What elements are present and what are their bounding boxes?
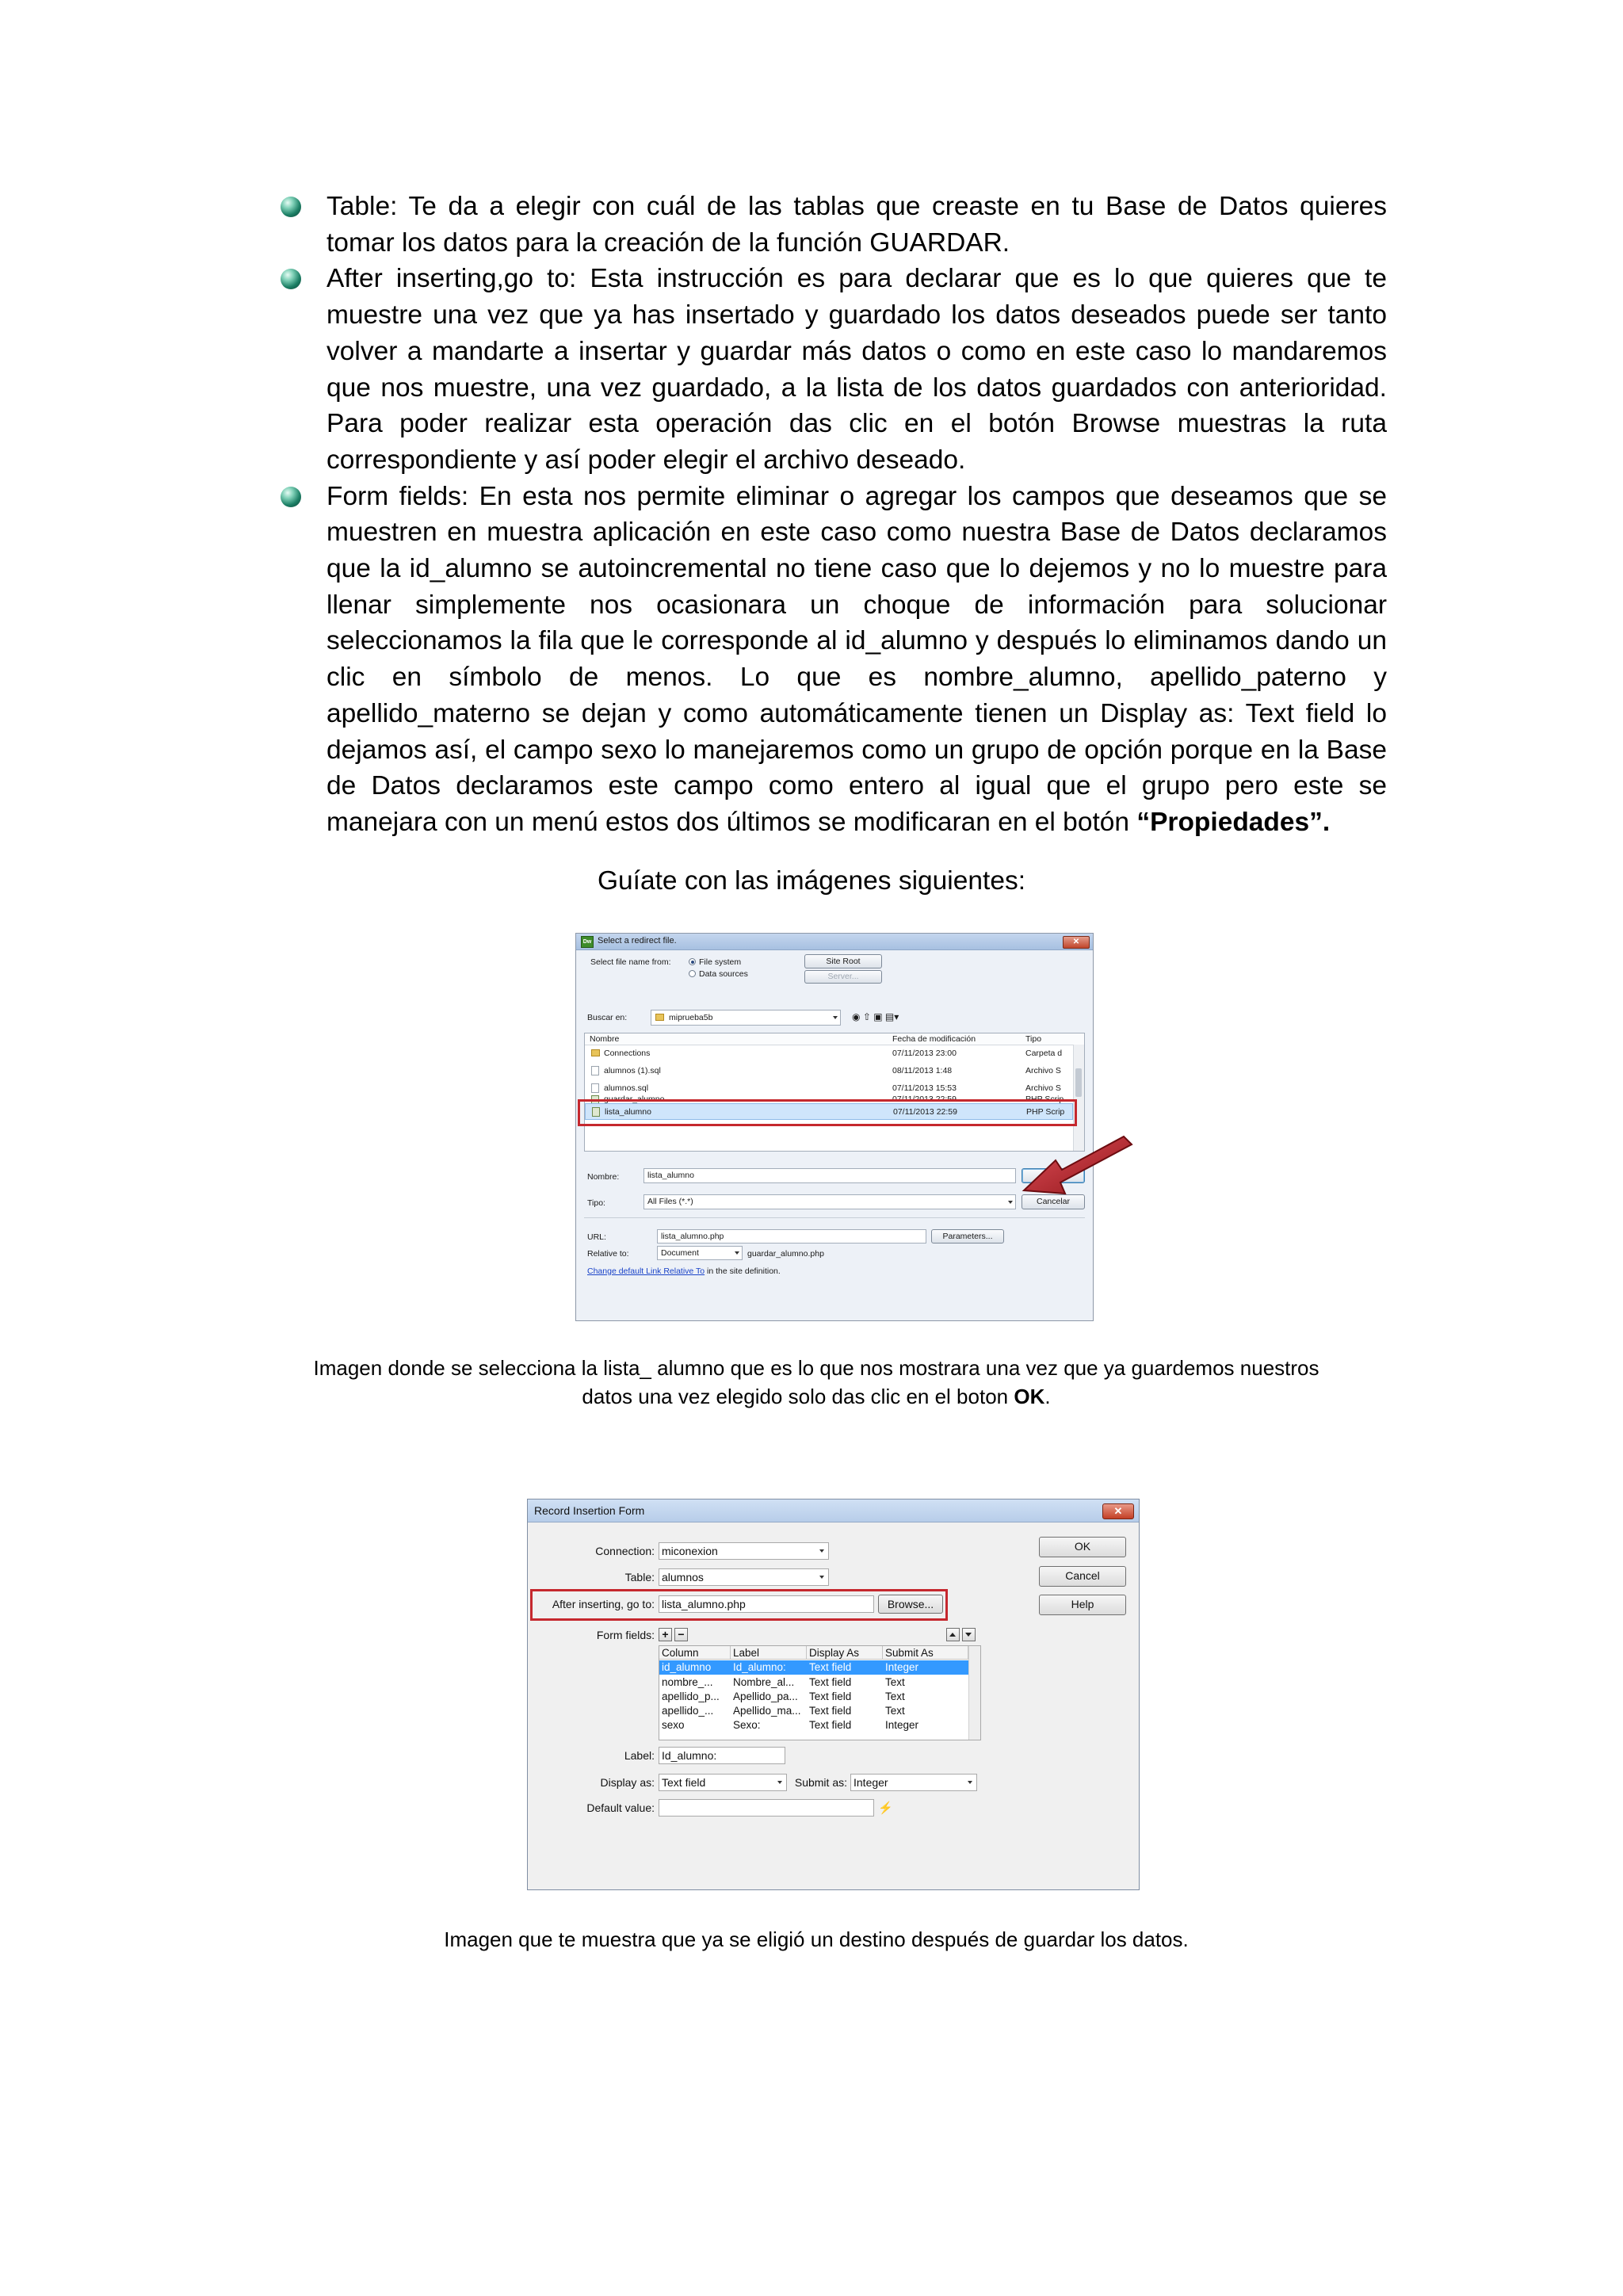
col-name-header[interactable]: Nombre xyxy=(590,1034,620,1044)
grid-cell: sexo xyxy=(662,1719,685,1731)
grid-cell: id_alumno xyxy=(662,1661,712,1673)
propiedades-emphasis: “Propiedades”. xyxy=(1136,807,1331,837)
file-date: 07/11/2013 15:53 xyxy=(892,1083,957,1093)
file-name: alumnos.sql xyxy=(604,1083,649,1093)
file-date: 07/11/2013 22:59 xyxy=(892,1095,957,1103)
table-value: alumnos xyxy=(662,1571,704,1584)
chevron-down-icon xyxy=(833,1016,838,1019)
file-type: Archivo S xyxy=(1025,1083,1061,1093)
radio-file-system-label: File system xyxy=(699,957,742,967)
help-button[interactable]: Help xyxy=(1039,1595,1126,1615)
form-fields-label: Form fields: xyxy=(596,1629,655,1641)
move-down-icon[interactable] xyxy=(962,1628,976,1641)
triangle-down-icon xyxy=(965,1633,972,1637)
radio-data-sources-label: Data sources xyxy=(699,969,748,979)
file-name: Connections xyxy=(604,1049,651,1058)
chevron-down-icon xyxy=(735,1251,739,1255)
grid-cell: Text field xyxy=(809,1676,852,1688)
bullet-table xyxy=(277,189,1387,261)
grid-row[interactable] xyxy=(659,1675,968,1690)
grid-cell: apellido_... xyxy=(662,1705,714,1717)
record-insertion-form-screenshot xyxy=(527,1499,1140,1890)
grid-cell: Apellido_ma... xyxy=(733,1705,801,1717)
connection-dropdown[interactable] xyxy=(659,1542,829,1560)
up-folder-icon[interactable]: ⇧ xyxy=(862,1011,871,1022)
grid-row[interactable] xyxy=(659,1718,968,1733)
site-root-button[interactable]: Site Root xyxy=(804,954,882,968)
grid-cell: Nombre_al... xyxy=(733,1676,795,1688)
default-value-label: Default value: xyxy=(586,1801,655,1814)
folder-icon xyxy=(655,1014,664,1021)
new-folder-icon[interactable]: ▣ xyxy=(873,1011,883,1022)
radio-file-system[interactable] xyxy=(689,958,696,965)
grid-row-selected[interactable] xyxy=(659,1660,968,1675)
chevron-down-icon xyxy=(819,1576,824,1579)
label-label: Label: xyxy=(624,1749,655,1762)
grid-cell: Text field xyxy=(809,1705,852,1717)
grid-cell: Text field xyxy=(809,1690,852,1702)
chevron-down-icon xyxy=(1008,1201,1013,1204)
chevron-down-icon xyxy=(777,1781,782,1784)
relative-to-dropdown[interactable] xyxy=(657,1246,743,1260)
caption-1 xyxy=(293,1354,1339,1411)
grid-cell: Text field xyxy=(809,1719,852,1731)
col-date-header[interactable]: Fecha de modificación xyxy=(892,1034,976,1044)
file-type: Carpeta d xyxy=(1025,1049,1063,1058)
file-list-header xyxy=(585,1033,1084,1045)
highlight-box xyxy=(578,1099,1077,1126)
look-in-label: Buscar en: xyxy=(587,1013,628,1022)
caption-2: Imagen que te muestra que ya se eligió un destino después de guardar los datos. xyxy=(444,1927,1189,1951)
grid-row[interactable] xyxy=(659,1690,968,1704)
bullet-after-inserting xyxy=(277,261,1387,478)
select-from-label: Select file name from: xyxy=(590,957,671,967)
form-fields-grid xyxy=(659,1645,981,1740)
grid-header-submit-as[interactable]: Submit As xyxy=(883,1646,968,1660)
grid-cell: Integer xyxy=(885,1719,919,1731)
close-icon[interactable]: ✕ xyxy=(1063,936,1090,949)
dialog-title: Select a redirect file. xyxy=(598,936,677,946)
connection-label: Connection: xyxy=(595,1545,655,1557)
browse-button[interactable]: Browse... xyxy=(878,1595,943,1614)
file-type: PHP Scrip xyxy=(1025,1095,1064,1103)
change-link-row xyxy=(587,1266,781,1276)
back-icon[interactable]: ◉ xyxy=(852,1011,861,1022)
connection-value: miconexion xyxy=(662,1545,718,1557)
submit-as-value: Integer xyxy=(854,1776,888,1789)
grid-header-display-as[interactable]: Display As xyxy=(807,1646,883,1660)
grid-header-column[interactable]: Column xyxy=(659,1646,731,1660)
grid-scrollbar[interactable] xyxy=(968,1646,980,1740)
grid-row[interactable] xyxy=(659,1704,968,1718)
scrollbar-thumb[interactable] xyxy=(1075,1068,1082,1097)
grid-cell: nombre_... xyxy=(662,1676,713,1688)
col-type-header[interactable]: Tipo xyxy=(1025,1034,1042,1044)
url-input[interactable]: lista_alumno.php xyxy=(657,1229,926,1244)
name-input[interactable]: lista_alumno xyxy=(643,1168,1016,1183)
move-up-icon[interactable] xyxy=(946,1628,960,1641)
file-type: PHP Scrip xyxy=(1026,1107,1065,1117)
bullet-form-fields xyxy=(277,479,1387,841)
name-label: Nombre: xyxy=(587,1172,620,1182)
red-arrow-icon xyxy=(1019,1133,1138,1205)
cancel-button[interactable]: Cancelar xyxy=(1022,1194,1085,1209)
look-in-dropdown[interactable] xyxy=(651,1010,841,1026)
bullet-icon xyxy=(281,197,301,217)
grid-cell: Sexo: xyxy=(733,1719,761,1731)
relative-to-label: Relative to: xyxy=(587,1249,629,1259)
label-input[interactable]: Id_alumno: xyxy=(659,1747,785,1764)
folder-icon xyxy=(591,1049,600,1056)
url-label: URL: xyxy=(587,1232,606,1242)
submit-as-dropdown[interactable] xyxy=(850,1774,977,1791)
default-value-input[interactable] xyxy=(659,1799,874,1817)
caption-1-text: Imagen donde se selecciona la lista_ alumno que es lo que nos mostrara una vez que ya guardemos nuestros datos una vez elegido solo das clic en el boton xyxy=(313,1356,1319,1408)
dreamweaver-icon: Dw xyxy=(581,936,594,948)
after-inserting-input[interactable]: lista_alumno.php xyxy=(659,1595,874,1613)
nav-toolbar-icons[interactable] xyxy=(852,1011,899,1022)
change-relative-link[interactable]: Change default Link Relative To xyxy=(587,1266,705,1276)
dialog-titlebar xyxy=(528,1499,1139,1522)
ok-button[interactable]: OK xyxy=(1039,1537,1126,1557)
file-type: Archivo S xyxy=(1025,1066,1061,1075)
bullet-list xyxy=(277,189,1387,841)
chevron-down-icon xyxy=(819,1549,824,1553)
view-menu-icon[interactable]: ▤▾ xyxy=(884,1011,899,1022)
bullet-icon xyxy=(281,269,301,289)
file-name: lista_alumno xyxy=(605,1107,651,1117)
grid-cell: Integer xyxy=(885,1661,919,1673)
bullet-icon xyxy=(281,487,301,507)
chevron-down-icon xyxy=(968,1781,972,1784)
dynamic-data-icon[interactable]: ⚡ xyxy=(878,1801,893,1815)
caption-1-end: . xyxy=(1044,1385,1051,1408)
file-name: alumnos (1).sql xyxy=(604,1066,661,1075)
file-date: 08/11/2013 1:48 xyxy=(892,1066,953,1075)
caption-1-ok: OK xyxy=(1014,1385,1045,1408)
table-label: Table: xyxy=(624,1571,655,1584)
dialog-titlebar xyxy=(576,934,1093,950)
relative-file: guardar_alumno.php xyxy=(747,1249,824,1259)
display-as-label: Display as: xyxy=(600,1776,655,1789)
grid-cell: Apellido_pa... xyxy=(733,1690,798,1702)
relative-to-value: Document xyxy=(661,1248,699,1258)
type-label: Tipo: xyxy=(587,1198,605,1208)
grid-cell: Text xyxy=(885,1676,905,1688)
radio-data-sources[interactable] xyxy=(689,970,696,977)
add-field-icon[interactable]: + xyxy=(659,1628,672,1641)
type-value: All Files (*.*) xyxy=(647,1197,693,1206)
grid-header-label[interactable]: Label xyxy=(731,1646,807,1660)
remove-field-icon[interactable]: − xyxy=(674,1628,688,1641)
server-button[interactable]: Server... xyxy=(804,970,882,984)
type-dropdown[interactable] xyxy=(643,1194,1016,1209)
grid-cell: Text field xyxy=(809,1661,852,1673)
file-icon xyxy=(591,1083,599,1093)
file-row[interactable] xyxy=(585,1063,1073,1079)
close-icon[interactable]: ✕ xyxy=(1102,1503,1134,1519)
display-as-dropdown[interactable] xyxy=(659,1774,787,1791)
cancel-button[interactable]: Cancel xyxy=(1039,1566,1126,1587)
file-name: guardar_alumno xyxy=(604,1095,665,1103)
redirect-file-dialog-screenshot xyxy=(575,933,1094,1321)
file-row[interactable] xyxy=(585,1045,1073,1062)
paragraph-form-fields: Form fields: En esta nos permite eliminar o agregar los campos que deseamos que se muestren en muestra aplicación en este caso como nuestra Base de Datos declaramos que la id_alumno se autoincremental no tiene caso que lo dejemos y no lo muestre para llenar simplemente nos ocasionara un choque de información para solucionar seleccionamos la fila que le corresponde al id_alumno y después lo eliminamos dando un clic en símbolo de menos. Lo que es nombre_alumno, apellido_paterno y apellido_materno se dejan y como automáticamente tienen un Display as: Text field lo dejamos así, el campo sexo lo manejaremos como un grupo de opción porque en la Base de Datos declaramos este campo como entero al igual que el grupo pero este se manejara con un menú estos dos últimos se modificaran en el botón xyxy=(327,481,1387,837)
grid-cell: Id_alumno: xyxy=(733,1661,786,1673)
submit-as-label: Submit as: xyxy=(794,1776,847,1789)
paragraph-after-inserting: After inserting,go to: Esta instrucción es para declarar que es lo que quieres que te muestre una vez que ya has insertado y guardado los datos deseados puede ser tanto volver a mandarte a insertar y guardar más datos o como en este caso lo mandaremos que nos muestre, una vez guardado, a la lista de los datos guardados con anterioridad. Para poder realizar esta operación das clic en el botón Browse muestras la ruta correspondiente y así poder elegir el archivo deseado. xyxy=(327,264,1387,475)
file-icon xyxy=(591,1066,599,1075)
after-inserting-label: After inserting, go to: xyxy=(552,1598,655,1610)
file-date: 07/11/2013 22:59 xyxy=(893,1107,957,1117)
dialog-title: Record Insertion Form xyxy=(534,1504,645,1517)
grid-cell: apellido_p... xyxy=(662,1690,720,1702)
divider xyxy=(584,1217,1085,1218)
grid-cell: Text xyxy=(885,1705,905,1717)
triangle-up-icon xyxy=(949,1633,956,1637)
parameters-button[interactable]: Parameters... xyxy=(931,1229,1004,1244)
change-link-rest: in the site definition. xyxy=(705,1266,781,1276)
file-date: 07/11/2013 23:00 xyxy=(892,1049,957,1058)
file-list xyxy=(584,1033,1085,1152)
look-in-value: miprueba5b xyxy=(669,1013,713,1022)
display-as-value: Text field xyxy=(662,1776,706,1789)
guide-text: Guíate con las imágenes siguientes: xyxy=(597,866,1026,896)
grid-cell: Text xyxy=(885,1690,905,1702)
paragraph-table: Table: Te da a elegir con cuál de las tablas que creaste en tu Base de Datos quieres tomar los datos para la creación de la función GUARDAR. xyxy=(327,192,1387,258)
table-dropdown[interactable] xyxy=(659,1568,829,1586)
